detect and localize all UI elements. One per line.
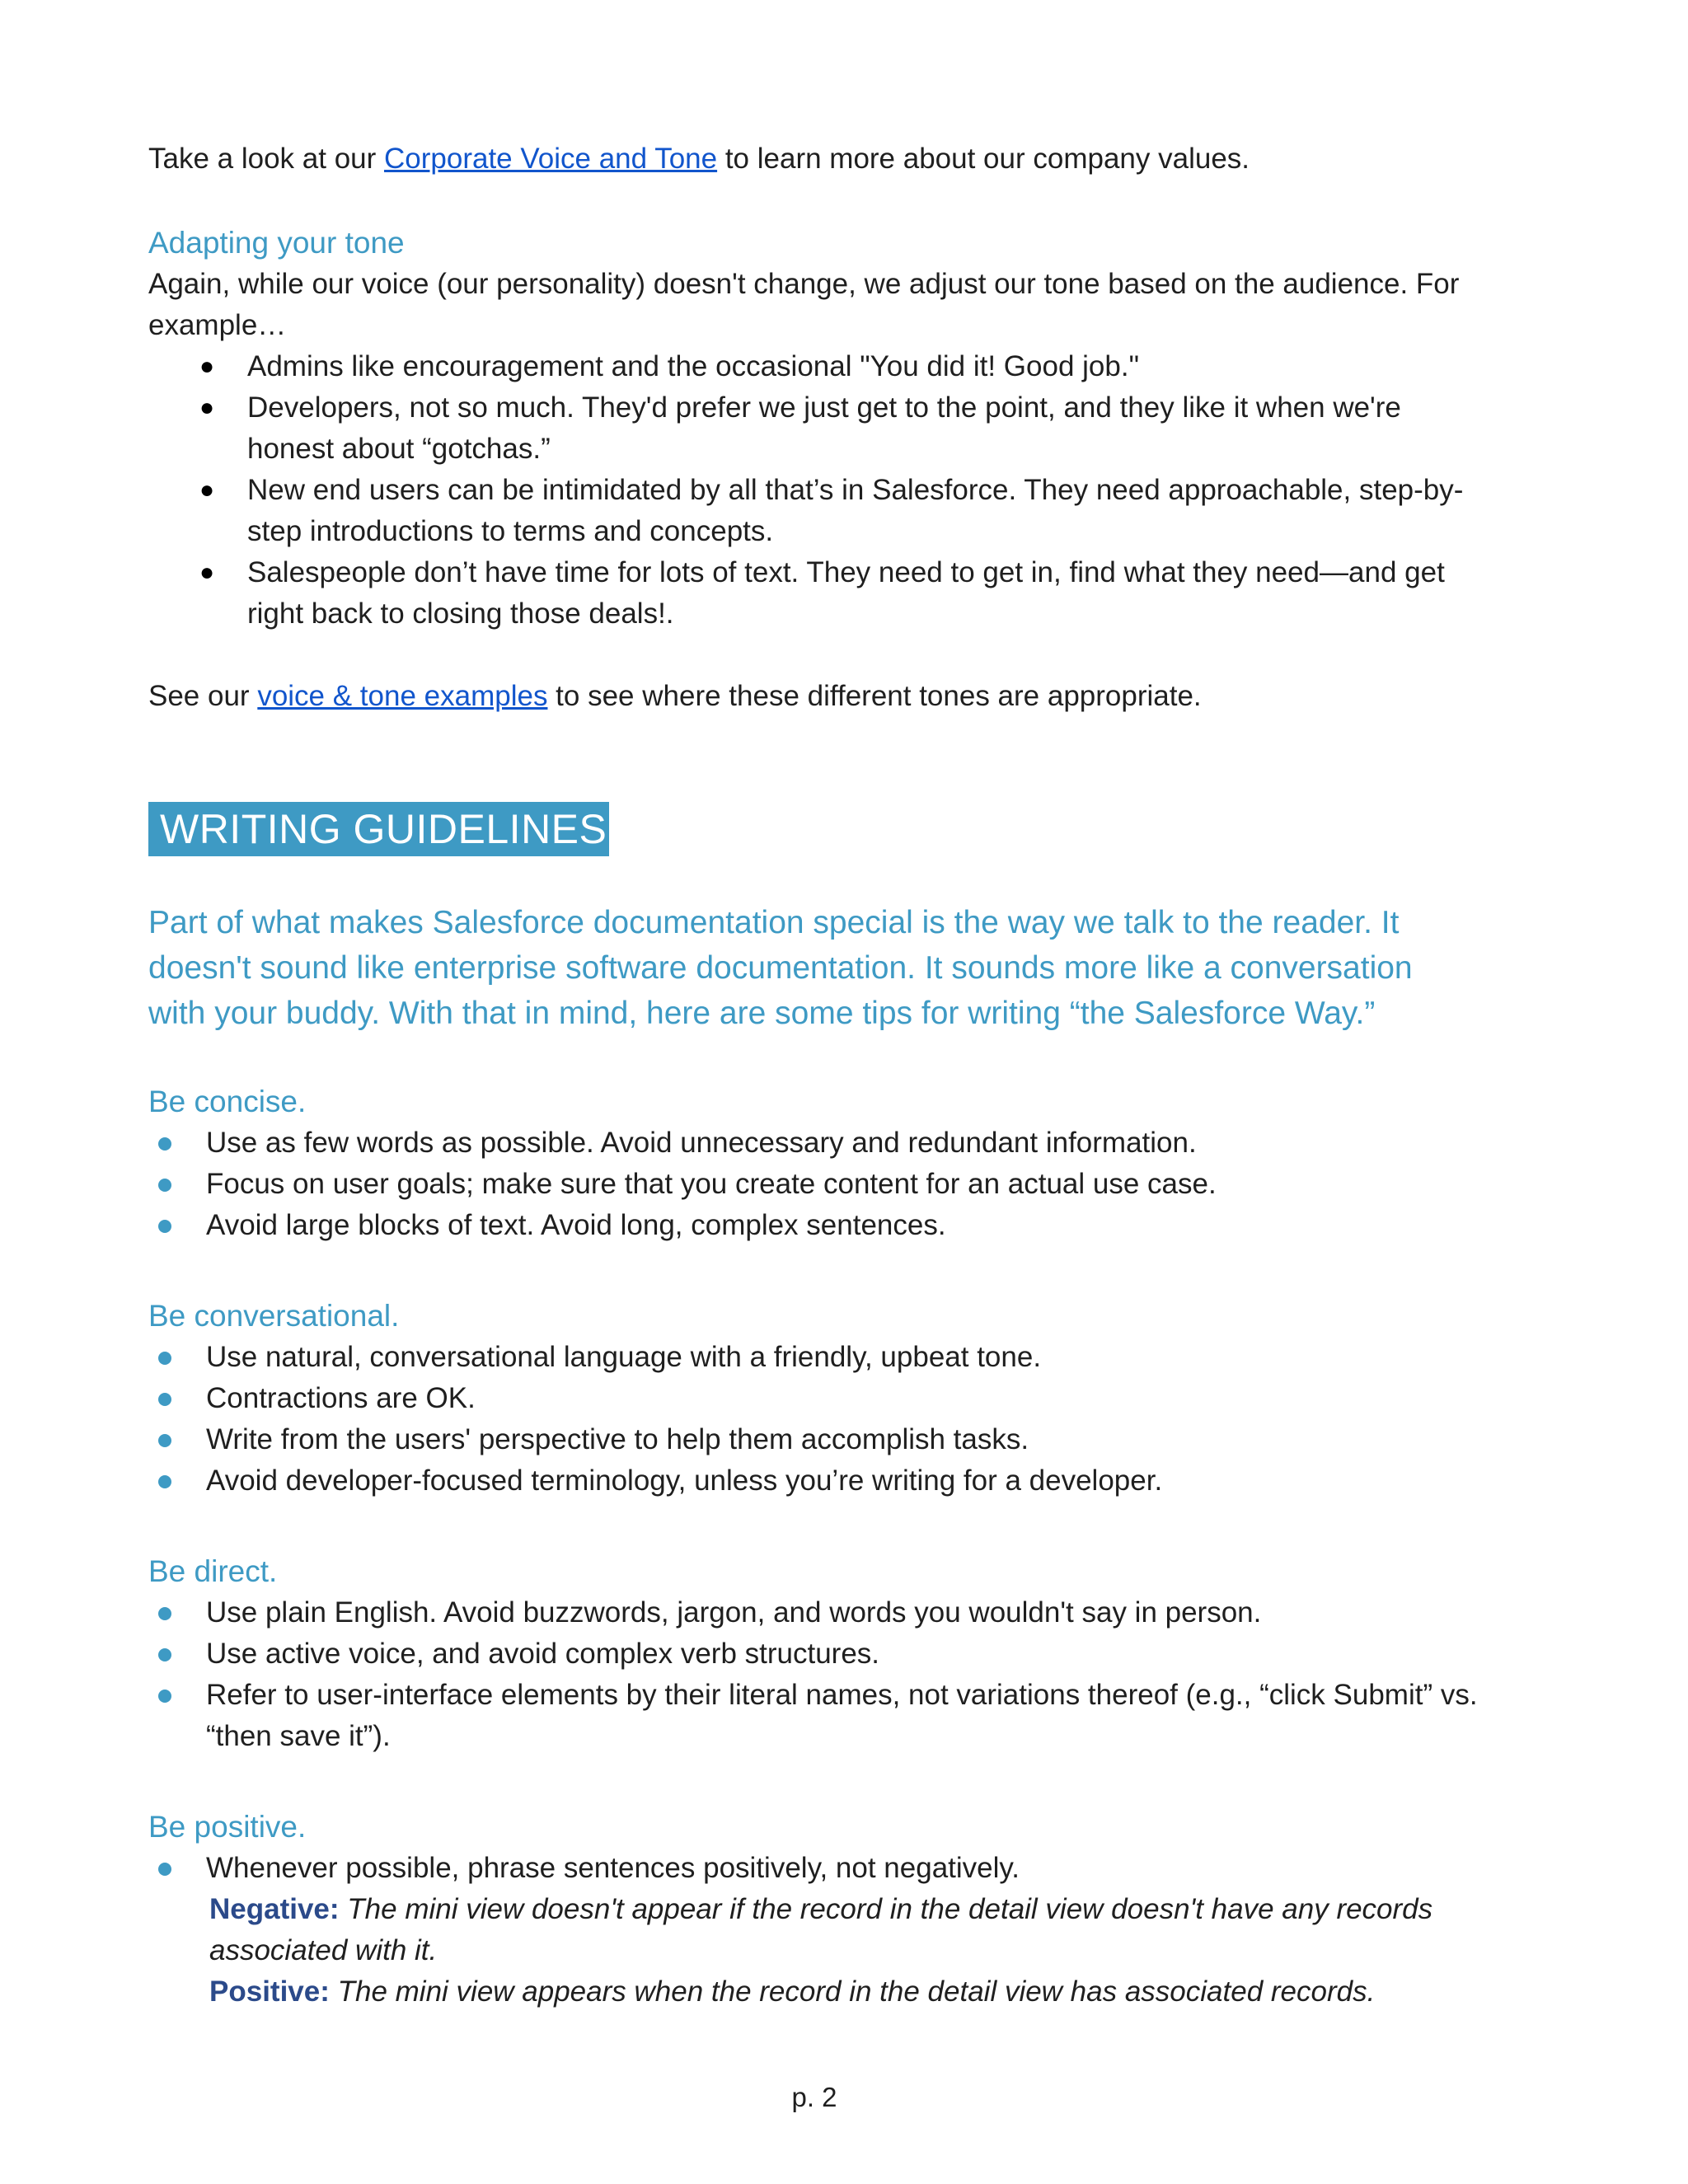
list-item-text: Focus on user goals; make sure that you create content for an actual use case. [206,1168,1217,1200]
positive-heading: Be positive. [148,1810,307,1844]
see-examples-text-before: See our [148,680,258,712]
list-item [148,1122,1508,1164]
adapting-paragraph: Again, while our voice (our personality) doesn't change, we adjust our tone based on the audience. For example… [148,268,1460,341]
bullet-icon [158,1863,171,1876]
list-item [148,387,1484,470]
bullet-icon [158,1475,171,1488]
list-item-text: Admins like encouragement and the occasional "You did it! Good job." [247,350,1140,382]
writing-guidelines-banner: WRITING GUIDELINES [148,802,609,856]
list-item [148,1675,1500,1757]
bullet-icon [158,1393,171,1406]
bullet-icon [158,1607,171,1620]
list-item-text: Whenever possible, phrase sentences positively, not negatively. [206,1852,1020,1884]
list-item [148,346,1484,387]
list-item [148,1337,1508,1378]
writing-guidelines-lead: Part of what makes Salesforce documentation special is the way we talk to the reader. It doesn't sound like enterprise software documentation. It sounds more like a conversation with your buddy. With that in mind, here are some tips for writing “the Salesforce Way.” [148,905,1413,1031]
list-item [148,1633,1500,1675]
bullet-icon [158,1690,171,1703]
list-item-text: Use as few words as possible. Avoid unnecessary and redundant information. [206,1127,1197,1159]
list-item-text: Avoid large blocks of text. Avoid long, complex sentences. [206,1209,946,1241]
list-item-text: Use active voice, and avoid complex verb structures. [206,1638,880,1670]
intro-text-before: Take a look at our [148,143,384,175]
conversational-list [148,1337,1508,1502]
conversational-heading: Be conversational. [148,1299,400,1333]
list-item-text: Write from the users' perspective to help them accomplish tasks. [206,1423,1029,1455]
list-item [148,1205,1508,1246]
voice-tone-examples-link[interactable]: voice & tone examples [257,680,548,712]
bullet-icon: ● [199,476,215,504]
intro-paragraph [148,138,1508,180]
list-item [148,1419,1508,1460]
list-item [148,1378,1508,1419]
bullet-icon: ● [199,559,215,586]
positive-example-text: The mini view appears when the record in the detail view has associated records. [329,1975,1376,2008]
list-item [148,1592,1500,1633]
bullet-icon: ● [199,394,215,421]
list-item [148,552,1484,635]
list-item [148,470,1484,552]
direct-heading: Be direct. [148,1554,278,1588]
bullet-icon [158,1179,171,1192]
bullet-icon [158,1137,171,1151]
positive-example [148,1971,1508,2013]
see-examples-paragraph [148,676,1508,717]
concise-list [148,1122,1508,1246]
concise-heading: Be concise. [148,1085,307,1118]
intro-text-after: to learn more about our company values. [717,143,1250,175]
negative-example [148,1889,1528,1971]
adapting-list [148,346,1484,635]
direct-list [148,1592,1500,1757]
bullet-icon: ● [199,353,215,380]
page-number: p. 2 [791,2082,837,2112]
list-item-text: Developers, not so much. They'd prefer we just get to the point, and they like it when we're honest about “gotchas.” [247,391,1401,465]
list-item-text: Avoid developer-focused terminology, unless you’re writing for a developer. [206,1465,1163,1497]
list-item-text: Use plain English. Avoid buzzwords, jargon, and words you wouldn't say in person. [206,1596,1262,1629]
bullet-icon [158,1352,171,1365]
list-item-text: Use natural, conversational language with a friendly, upbeat tone. [206,1341,1042,1373]
document-page [148,132,1508,2013]
list-item-text: Contractions are OK. [206,1382,476,1414]
adapting-heading: Adapting your tone [148,226,405,260]
corporate-voice-link[interactable]: Corporate Voice and Tone [384,143,718,175]
list-item [148,1164,1508,1205]
list-item-text: New end users can be intimidated by all that’s in Salesforce. They need approachable, step-by-step introductions to terms and concepts. [247,474,1464,547]
list-item-text: Salespeople don’t have time for lots of text. They need to get in, find what they need—and get right back to closing those deals!. [247,556,1445,630]
list-item [148,1460,1508,1502]
negative-example-text: The mini view doesn't appear if the record in the detail view doesn't have any records associated with it. [209,1893,1433,1966]
negative-label: Negative: [209,1893,340,1925]
bullet-icon [158,1220,171,1233]
section-banner-wrap [148,802,1508,856]
positive-list [148,1848,1508,1889]
positive-label: Positive: [209,1975,330,2008]
bullet-icon [158,1434,171,1447]
bullet-icon [158,1648,171,1661]
list-item [148,1848,1508,1889]
see-examples-text-after: to see where these different tones are appropriate. [547,680,1202,712]
list-item-text: Refer to user-interface elements by their literal names, not variations thereof (e.g., “click Submit” vs. “then save it”). [206,1679,1478,1752]
